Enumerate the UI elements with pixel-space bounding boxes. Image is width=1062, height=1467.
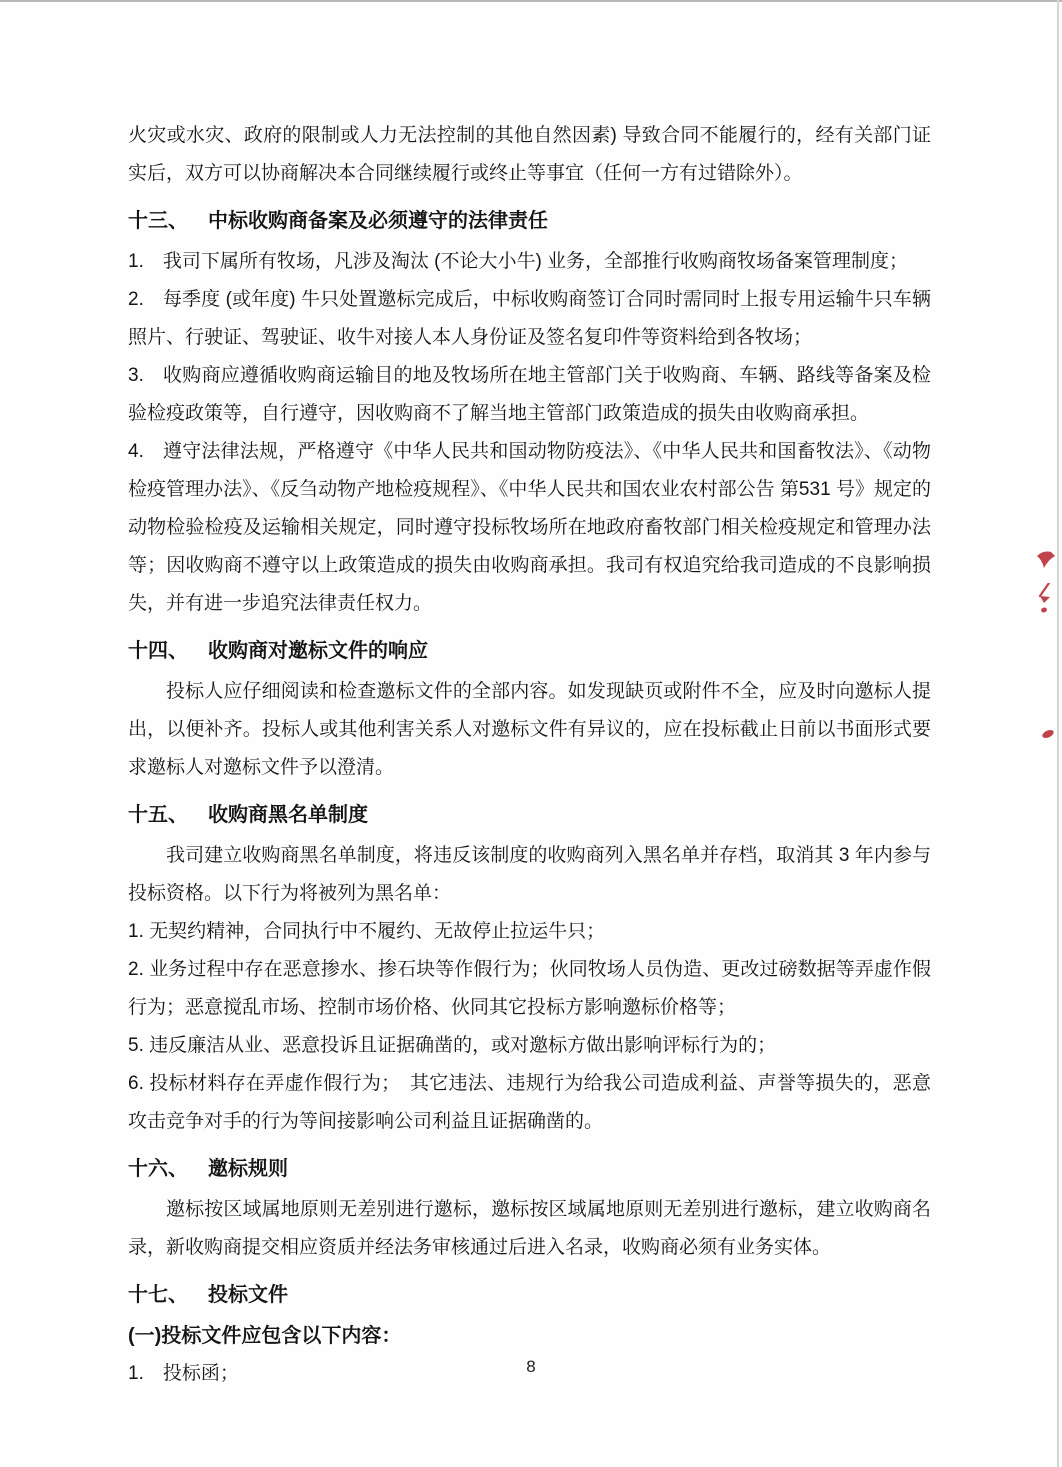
red-pen-mark-dot-icon (1041, 727, 1055, 741)
section-14-heading (128, 632, 931, 670)
intro-paragraph: 火灾或水灾、政府的限制或人力无法控制的其他自然因素) 导致合同不能履行的，经有关部门证实后，双方可以协商解决本合同继续履行或终止等事宜（任何一方有过错除外）。 (128, 125, 931, 184)
document-body (128, 117, 931, 1393)
section-13-title: 中标收购商备案及必须遵守的法律责任 (208, 210, 548, 232)
section-15-paragraph: 我司建立收购商黑名单制度，将违反该制度的收购商列入黑名单并存档，取消其 3 年内参与投标资格。以下行为将被列为黑名单： (128, 845, 931, 904)
red-pen-mark-stroke-icon (1037, 550, 1057, 572)
section-13-number: 十三、 (128, 210, 188, 232)
section-13-item-2: 2. 每季度 (或年度) 牛只处置邀标完成后，中标收购商签订合同时需同时上报专用运输牛只车辆照片、行驶证、驾驶证、收牛对接人本人身份证及签名复印件等资料给到各牧场； (128, 289, 931, 348)
section-15-item-6: 6. 投标材料存在弄虚作假行为； 其它违法、违规行为给我公司造成利益、声誉等损失的，恶意攻击竞争对手的行为等间接影响公司利益且证据确凿的。 (128, 1073, 931, 1132)
section-13-heading (128, 202, 931, 240)
section-16-number: 十六、 (128, 1158, 188, 1180)
section-13-item-1: 1. 我司下属所有牧场，凡涉及淘汰 (不论大小牛) 业务，全部推行收购商牧场备案管理制度； (128, 251, 909, 272)
section-14-number: 十四、 (128, 640, 188, 662)
section-17-item-1: 1. 投标函； (128, 1363, 239, 1384)
section-13-item-3: 3. 收购商应遵循收购商运输目的地及牧场所在地主管部门关于收购商、车辆、路线等备案及检验检疫政策等，自行遵守，因收购商不了解当地主管部门政策造成的损失由收购商承担。 (128, 365, 931, 424)
section-16-heading (128, 1150, 931, 1188)
section-16-title: 邀标规则 (208, 1158, 288, 1180)
section-15-heading (128, 796, 931, 834)
scan-edge-top (0, 0, 1062, 2)
section-17-heading (128, 1276, 931, 1314)
red-pen-mark-check-icon (1034, 583, 1054, 615)
scan-edge-right (1057, 0, 1059, 1467)
page-number: 8 (526, 1357, 536, 1376)
section-15-item-1: 1. 无契约精神，合同执行中不履约、无故停止拉运牛只； (128, 921, 606, 942)
section-15-item-5: 5. 违反廉洁从业、恶意投诉且证据确凿的，或对邀标方做出影响评标行为的； (128, 1035, 777, 1056)
section-15-number: 十五、 (128, 804, 188, 826)
section-15-title: 收购商黑名单制度 (208, 804, 368, 826)
section-17-number: 十七、 (128, 1284, 188, 1306)
section-16-paragraph: 邀标按区域属地原则无差别进行邀标，邀标按区域属地原则无差别进行邀标，建立收购商名录，新收购商提交相应资质并经法务审核通过后进入名录，收购商必须有业务实体。 (128, 1199, 931, 1258)
section-17-title: 投标文件 (208, 1284, 288, 1306)
section-15-item-2: 2. 业务过程中存在恶意掺水、掺石块等作假行为；伙同牧场人员伪造、更改过磅数据等弄虚作假行为；恶意搅乱市场、控制市场价格、伙同其它投标方影响邀标价格等； (128, 959, 931, 1018)
section-13-item-4: 4. 遵守法律法规，严格遵守《中华人民共和国动物防疫法》、《中华人民共和国畜牧法》、《动物检疫管理办法》、《反刍动物产地检疫规程》、《中华人民共和国农业农村部公告 第531 号》规定的动物检验检疫及运输相关规定，同时遵守投标牧场所在地政府畜牧部门相关检疫规定和管理办法等；因收购商不遵守以上政策造成的损失由收购商承担。我司有权追究给我司造成的不良影响损失，并有进一步追究法律责任权力。 (128, 441, 931, 614)
section-14-title: 收购商对邀标文件的响应 (208, 640, 428, 662)
section-14-paragraph: 投标人应仔细阅读和检查邀标文件的全部内容。如发现缺页或附件不全，应及时向邀标人提出，以便补齐。投标人或其他利害关系人对邀标文件有异议的，应在投标截止日前以书面形式要求邀标人对邀标文件予以澄清。 (128, 681, 931, 778)
section-17-subheading: (一)投标文件应包含以下内容： (128, 1325, 402, 1347)
